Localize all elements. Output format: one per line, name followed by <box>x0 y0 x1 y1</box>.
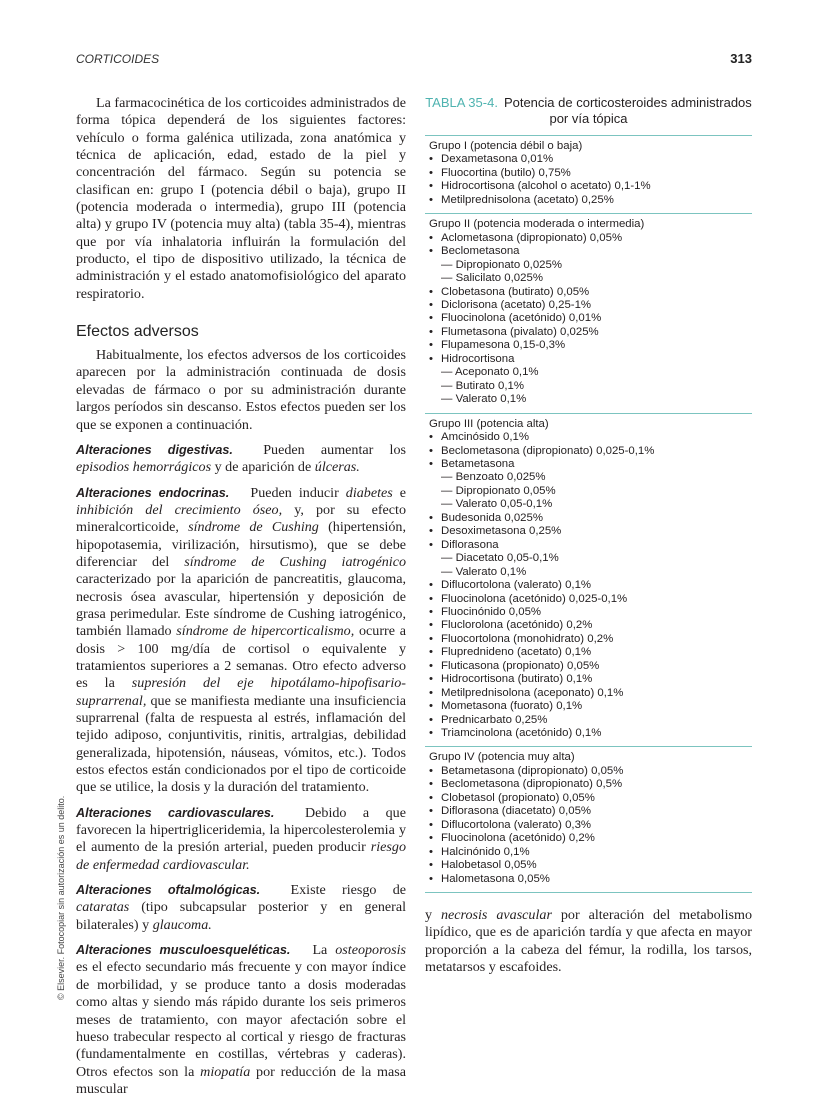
text-run: (hipertensión, hipopotasemia, virilización, hirsutismo), que se debe diferenciar del <box>76 519 406 570</box>
drug-item: • Fluocortolona (monohidrato) 0,2% <box>429 633 752 646</box>
drug-item: • Fluocinolona (acetónido) 0,2% <box>429 832 752 845</box>
italic-term: síndrome de Cushing iatrogénico <box>184 553 406 570</box>
drug-item: • Triamcinolona (acetónido) 0,1% <box>429 727 752 740</box>
drug-item: • Hidrocortisona <box>429 353 752 366</box>
drug-item: • Metilprednisolona (aceponato) 0,1% <box>429 687 752 700</box>
dash-marker: — <box>441 258 456 271</box>
drug-subitem <box>429 259 752 272</box>
italic-term: inhibición del crecimiento óseo, <box>76 501 283 518</box>
italic-term: diabetes <box>345 484 393 501</box>
drug-item: • Clobetasona (butirato) 0,05% <box>429 286 752 299</box>
italic-term: riesgo de enfermedad cardiovascular. <box>76 839 406 873</box>
table-bottom-rule <box>425 892 752 893</box>
drug-item: • Hidrocortisona (alcohol o acetato) 0,1-1% <box>429 180 752 193</box>
table-group <box>425 747 752 892</box>
drug-item: • Halobetasol 0,05% <box>429 859 752 872</box>
text-run: ocurre a dosis > 100 mg/día de cortisol o equivalente y tratamientos superiores a 2 semanas. Otro efecto adverso es la <box>76 623 406 692</box>
drug-item: • Halometasona 0,05% <box>429 873 752 886</box>
text-run: por alteración del metabolismo lipídico, que es de aparición tardía y que afecta en mayor proporción a la cabeza del fémur, la rodilla, los tarsos, metatarsos y escafoides. <box>425 907 752 976</box>
text-run: La farmacocinética de los corticoides administrados de forma tópica dependerá de los siguientes factores: vehículo o forma galénica utilizada, zona anatómica y técnica de aplicación, edad, estado de la piel y concentración del fármaco. Según su potencia se clasifican en: grupo I (potencia débil o baja), grupo II (potencia moderada o intermedia), grupo III (potencia alta) y grupo IV (potencia muy alta) (tabla 35-4), mientras que por vía inhalatoria influirán la formulación del producto, el tipo de dispositivo utilizado, la técnica de administración y el estado anatomofisiológico del aparato respiratorio. <box>76 95 406 302</box>
text-run: que se manifiesta mediante una insuficiencia suprarrenal (falta de respuesta al estrés, inflamación del tejido adiposo, conjuntivitis, rinitis, artralgias, debilidad generalizada, hipotensión, náuseas, vómitos, etc.). Todos estos efectos están condicionados por el tipo de corticoide que se utilice, la dosis y la duración del tratamiento. <box>76 692 406 796</box>
italic-term: síndrome de Cushing <box>188 519 319 536</box>
drug-item: • Budesonida 0,025% <box>429 512 752 525</box>
table-number: TABLA 35-4. <box>425 95 498 110</box>
group-title: Grupo II (potencia moderada o intermedia) <box>429 218 645 231</box>
subitem-text: Aceponato 0,1% <box>454 366 539 379</box>
italic-term: supresión del eje hipotálamo-hipofisario-suprarrenal, <box>76 675 406 709</box>
text-run: es el efecto secundario más frecuente y con mayor índice de morbilidad, y se produce tanto a dosis moderadas como altas y siendo más rápido durante los seis primeros meses de tratamiento, con mayor afectación sobre el hueso trabecular respecto al cortical y riesgo de fracturas (fundamentalmente en costillas, vértebras y caderas). Otros efectos son la <box>76 959 406 1080</box>
drug-item: • Aclometasona (dipropionato) 0,05% <box>429 232 752 245</box>
subitem-text: Benzoato 0,025% <box>455 471 546 484</box>
drug-item: • Hidrocortisona (butirato) 0,1% <box>429 673 752 686</box>
drug-item: • Prednicarbato 0,25% <box>429 714 752 727</box>
drug-subitem <box>429 471 752 484</box>
dash-marker: — <box>441 498 456 511</box>
drug-item: • Beclometasona (dipropionato) 0,5% <box>429 778 752 791</box>
text-run: y, por su efecto mineralcorticoide, <box>76 501 406 536</box>
drug-item: • Fluocortina (butilo) 0,75% <box>429 167 752 180</box>
table-group <box>425 214 752 412</box>
drug-item: • Dexametasona 0,01% <box>429 153 752 166</box>
drug-item: • Metilprednisolona (acetato) 0,25% <box>429 194 752 207</box>
group-title: Grupo I (potencia débil o baja) <box>429 140 583 152</box>
continued-paragraph <box>425 907 752 976</box>
digestive-paragraph <box>76 442 406 477</box>
text-run: por reducción de la masa muscular <box>76 1063 406 1097</box>
drug-item: • Diflorasona <box>429 539 752 552</box>
drug-item: • Diflucortolona (valerato) 0,1% <box>429 579 752 592</box>
drug-item: • Mometasona (fuorato) 0,1% <box>429 700 752 713</box>
dash-marker: — <box>441 552 456 565</box>
drug-item: • Diflucortolona (valerato) 0,3% <box>429 819 752 832</box>
drug-item: • Flumetasona (pivalato) 0,025% <box>429 326 752 339</box>
copyright-note: © Elsevier. Fotocopiar sin autorización es un delito. <box>56 795 66 1000</box>
drug-item: • Fluprednideno (acetato) 0,1% <box>429 646 752 659</box>
text-run: Debido a que favorecen la hipertrigliceridemia, la hipercolesterolemia y el aumento de la presión arterial, pueden producir <box>76 804 406 856</box>
dash-marker: — <box>441 272 456 285</box>
subitem-text: Valerato 0,1% <box>455 565 527 578</box>
page-number: 313 <box>730 51 752 66</box>
drug-item: • Beclometasona (dipropionato) 0,025-0,1% <box>429 445 752 458</box>
left-column <box>76 95 406 1106</box>
drug-item: • Fluticasona (propionato) 0,05% <box>429 660 752 673</box>
text-run: e <box>392 484 407 501</box>
section-heading: Efectos adversos <box>76 323 199 341</box>
drug-subitem <box>429 272 752 285</box>
musculoskeletal-paragraph <box>76 942 406 1098</box>
intro-paragraph <box>76 95 406 303</box>
text-run: y <box>425 907 441 924</box>
subitem-text: Butirato 0,1% <box>455 379 524 392</box>
drug-item: • Fluocinónido 0,05% <box>429 606 752 619</box>
endocrine-paragraph <box>76 485 406 797</box>
italic-term: episodios hemorrágicos <box>76 459 212 476</box>
drug-item: • Fluclorolona (acetónido) 0,2% <box>429 619 752 632</box>
running-header-section: CORTICOIDES <box>76 52 160 66</box>
paragraph-lead-in: Alteraciones endocrinas. <box>76 485 230 500</box>
subitem-text: Diacetato 0,05-0,1% <box>455 552 559 565</box>
drug-subitem <box>429 380 752 393</box>
subitem-text: Valerato 0,1% <box>455 393 527 406</box>
text-run: y de aparición de <box>211 459 315 476</box>
italic-term: cataratas <box>76 899 130 916</box>
right-column <box>425 95 752 984</box>
italic-term: glaucoma. <box>152 916 212 933</box>
italic-term: síndrome de hipercorticalismo, <box>176 623 355 640</box>
drug-item: • Betametasona (dipropionato) 0,05% <box>429 765 752 778</box>
table-group <box>425 136 752 213</box>
drug-item: • Betametasona <box>429 458 752 471</box>
drug-subitem <box>429 485 752 498</box>
paragraph-lead-in: Alteraciones digestivas. <box>76 442 233 457</box>
adverse-effects-intro <box>76 347 406 434</box>
drug-item: • Diclorisona (acetato) 0,25-1% <box>429 299 752 312</box>
italic-term: osteoporosis <box>335 942 406 959</box>
paragraph-lead-in: Alteraciones musculoesqueléticas. <box>76 943 291 958</box>
text-run: Habitualmente, los efectos adversos de los corticoides aparecen por la administración continuada de dosis elevadas de fármaco o por su administración durante largos períodos sin descanso. Estos efectos pueden ser los que se exponen a continuación. <box>76 347 406 433</box>
text-run: caracterizado por la aparición de pancreatitis, glaucoma, necrosis ósea avascular, hipertensión y deposición de grasa perimedular. Este síndrome de Cushing iatrogénico, también llamado <box>76 571 406 640</box>
drug-item: • Diflorasona (diacetato) 0,05% <box>429 805 752 818</box>
subitem-text: Salicilato 0,025% <box>455 272 543 285</box>
italic-term: úlceras. <box>314 459 360 476</box>
drug-subitem <box>429 566 752 579</box>
drug-subitem <box>429 552 752 565</box>
text-run: Pueden aumentar los <box>232 441 406 458</box>
cardiovascular-paragraph <box>76 805 406 874</box>
drug-item: • Halcinónido 0,1% <box>429 846 752 859</box>
drug-subitem <box>429 393 752 406</box>
text-run: Existe riesgo de <box>260 882 406 899</box>
subitem-text: Valerato 0,05-0,1% <box>455 498 553 511</box>
drug-subitem <box>429 498 752 511</box>
text-run: Pueden inducir <box>229 484 346 501</box>
text-run: La <box>290 942 336 959</box>
italic-term: necrosis avascular <box>440 907 552 924</box>
paragraph-lead-in: Alteraciones cardiovasculares. <box>76 805 275 820</box>
dash-marker: — <box>441 471 456 484</box>
text-run: (tipo subcapsular posterior y en general bilaterales) y <box>76 899 406 933</box>
dash-marker: — <box>441 379 456 392</box>
dash-marker: — <box>441 366 455 379</box>
dash-marker: — <box>441 565 456 578</box>
drug-item: • Clobetasol (propionato) 0,05% <box>429 792 752 805</box>
table-title: Potencia de corticosteroides administrados por vía tópica <box>503 95 752 126</box>
drug-item: • Amcinósido 0,1% <box>429 431 752 444</box>
potency-table <box>425 135 752 892</box>
table-caption <box>425 95 752 127</box>
drug-item: • Beclometasona <box>429 245 752 258</box>
drug-item: • Fluocinolona (acetónido) 0,025-0,1% <box>429 593 752 606</box>
drug-item: • Flupamesona 0,15-0,3% <box>429 339 752 352</box>
subitem-text: Dipropionato 0,025% <box>455 258 562 271</box>
drug-item: • Fluocinolona (acetónido) 0,01% <box>429 312 752 325</box>
italic-term: miopatía <box>200 1063 251 1080</box>
ophthalmologic-paragraph <box>76 882 406 934</box>
drug-item: • Desoximetasona 0,25% <box>429 525 752 538</box>
table-group <box>425 414 752 747</box>
group-title: Grupo III (potencia alta) <box>429 417 549 430</box>
drug-subitem <box>429 366 752 379</box>
dash-marker: — <box>441 484 456 497</box>
group-title: Grupo IV (potencia muy alta) <box>429 751 575 764</box>
paragraph-lead-in: Alteraciones oftalmológicas. <box>76 883 261 898</box>
subitem-text: Dipropionato 0,05% <box>455 484 556 497</box>
dash-marker: — <box>441 393 456 406</box>
